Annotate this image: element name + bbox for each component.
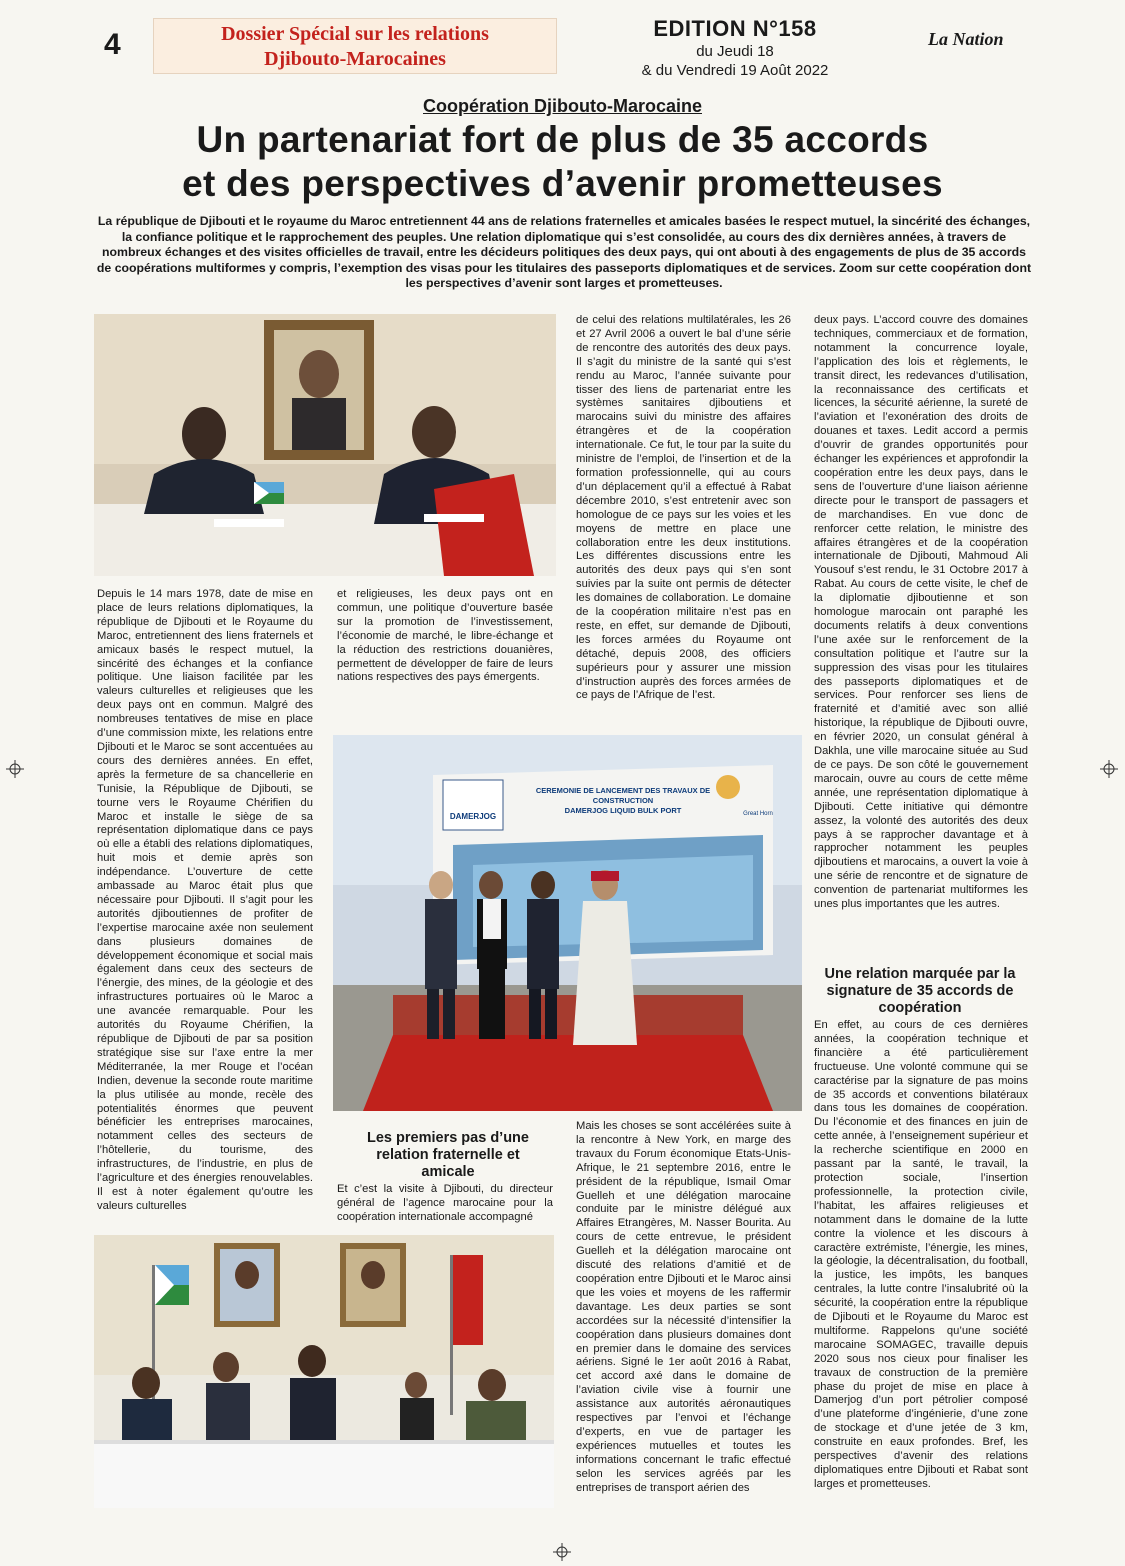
column-1-text: Depuis le 14 mars 1978, date de mise en place de leurs relations diplomatiques, la république de Djibouti et le Royaume du Maroc, entretiennent des liens fraternels et amicaux basés le respect mutuel, la sincérité des échanges et la confiance politique. Une liaison facilitée par les valeurs culturelles et religieuses que les deux pays ont en commun. Malgré des nombreuses tentatives de mise en place d’une commission mixte, les relations entre Djibouti et le Maroc se sont accentuées au cours des dernières années. En effet, après la fermeture de sa chancellerie en Tunisie, la République de Djibouti, se tourne vers le Royaume Chérifien du Maroc et installe le siège de sa représentation diplomatique dans ce pays où elle a établi des relations diplomatiques, huit mois et demie après son indépendance. L’ouverture de cette ambassade au Maroc était plus que nécessaire pour Djibouti. Il s’agit pour les autorités djiboutiennes de profiter de l’expertise marocaine axée non seulement dans plusieurs domaines de développement économique et social mais également dans ceux des secteurs de l’énergie, des mines, de la géologie et des infrastructures portuaires où le Maroc a une avancée remarquable. Pour les autorités du Royaume Chérifien, la république de Djibouti de par sa position stratégique sise sur l’axe entre la mer Méditerranée, la mer Rouge et l’océan Indien, devenue la seconde route maritime la plus utilisée au monde, recèle des potentialités énormes que peuvent bénéficier les entreprises marocaines, notamment celles des secteurs de l’hôtellerie, du tourisme, des infrastructures, de l’industrie, en plus de l’agriculture et des énergies renouvelables. Il est à noter également qu’outre les valeurs culturelles: [97, 588, 313, 1212]
newspaper-logo: La Nation: [928, 29, 1004, 49]
headline-line-2: et des perspectives d’avenir prometteuses: [182, 163, 943, 204]
banner-line-2: CONSTRUCTION: [592, 796, 654, 805]
registration-mark-right-icon: [1100, 760, 1118, 778]
column-3-top-text: de celui des relations multilatérales, les 26 et 27 Avril 2006 a ouvert le bal d’une série de rencontre des autorités des deux pays. Il s’agit du ministre de la santé qui s’est rendu au Maroc, l’année suivante pour tisser des liens de partenariat entre les systèmes sanitaires djiboutiens et marocains suivi du ministre des affaires étrangères et de la coopération internationale. Ce fut, le tour par la suite du ministre de l’emploi, de l’insertion et de la formation professionnelle, qui au cours d’un déplacement qu’il a effectué à Rabat décembre 2010, s’est entretenir avec son homologue de ce pays sur les voies et les moyens de mettre en place une collaboration entre les deux institutions. Les différentes discussions entre les autorités des deux pays qui s’en sont suivies par la suite ont permis de détecter les domaines de collaboration. Le domaine de la coopération militaire n’est pas en reste, en effet, sur demande de Djibouti, les forces armées du Royaume ont détaché, depuis 2008, des officiers supérieurs pour y assurer une mission d’instruction auprès des forces armées de ce pays de l’Afrique de l’est.: [576, 314, 791, 702]
port-ceremony-image: [333, 735, 802, 1111]
article-kicker: [0, 96, 1125, 117]
subheading-35-accords: Une relation marquée par la signature de 35 accords de coopération: [824, 966, 1016, 1016]
banner-brand-text: DAMERJOG: [449, 812, 497, 821]
registration-mark-left-icon: [6, 760, 24, 778]
article-headline: [60, 118, 1065, 206]
photo-port-ceremony: [333, 735, 802, 1111]
column-4-top-text: deux pays. L’accord couvre des domaines techniques, commerciaux et de formation, notamment la concurrence loyale, l’application des lois et règlements, le transit direct, les redevances d’utilisation, la reconnaissance des certificats et licences, la sécurité aérienne, la sureté de l’aviation et l’exonération des droits de douanes et taxes. Ledit accord a permis d’ouvrir de grandes opportunités pour échanger les expériences et approfondir la coopération entre les deux pays, dans le sens de l’ouverture d’une liaison aérienne directe pour le transport de passagers et de marchandises. En vue donc de renforcer cette relation, le ministre des affaires étrangères et de la coopération internationale de Djibouti, Mahmoud Ali Yousouf s’est rendu, le 31 Octobre 2017 à Rabat. Au cours de cette visite, le chef de la diplomatie djiboutienne et son homologue marocain ont paraphé les documents relatifs à deux conventions l’une axée sur le renforcement de la consultation politique et l’autre sur la suppression des visas pour les titulaires des passeports diplomatiques et de services. Pour renforcer ses liens de fraternité et d’amitié avec son allié historique, la république de Djibouti ouvre, en février 2020, un consulat général à Dakhla, une ville marocaine située au Sud de ce pays. De son côté le gouvernement marocain, ouvre au cours de cette même année, une représentation diplomatique à Djibouti. Cette initiative qui démontre assez, la volonté des autorités des deux pays à se rapprocher davantage et à rapprocher notamment les peuples djiboutiens et marocains, a ouvert la voie à une série de rencontre et de signature de convention de partenariat multiformes les unes plus importantes que les autres.: [814, 314, 1028, 911]
page-number: 4: [104, 28, 121, 61]
date-line-1: du Jeudi 18: [696, 43, 774, 60]
signing-ceremony-image: [94, 314, 556, 576]
kicker-text: Coopération Djibouto-Marocaine: [423, 96, 702, 116]
subheading-first-steps: Les premiers pas d’une relation fraternelle et amicale: [367, 1130, 529, 1180]
article-lead: La république de Djibouti et le royaume du Maroc entretiennent 44 ans de relations fraternelles et amicales basées le respect mutuel, la sincérité des échanges, la confiance politique et le rapprochement des peuples. Une relation diplomatique qui s’est consolidée, au cours des dix dernières années, à travers de nombreux échanges et des visites officielles de travail, entre les décideurs politiques des deux pays, qui ont abouti à des engagements de plus de 35 accords de coopérations multiformes y compris, l’exemption des visas pour les titulaires des passeports diplomatiques et de services. Zoom sur cette coopération dont les perspectives d’avenir sont larges et prometteuses.: [96, 214, 1032, 291]
banner-line-1: CEREMONIE DE LANCEMENT DES TRAVAUX DE: [535, 786, 711, 795]
banner-line-3: DAMERJOG LIQUID BULK PORT: [564, 806, 682, 815]
column-3-bottom-text: Mais les choses se sont accélérées suite à la rencontre à New York, en marge des travaux du Forum économique Etats-Unis-Afrique, le 21 septembre 2016, entre le président de la république, Ismail Omar Guelleh et une délégation marocaine conduite par le ministre délégué aux Affaires Etrangères, M. Nasser Bourita. Au cours de cette entrevue, le président Guelleh et la délégation marocaine ont discuté des relations d’amitié et de coopération entre Djibouti et le Maroc ainsi que les voies et moyens de les raffermir davantage. Les deux parties se sont accordées sur la nécessité d’intensifier la coopération dans plusieurs domaines dont en premier dans le domaine des services aériens. Signé le 1er août 2016 à Rabat, cet accord axé dans le domaine de l’aviation civile vise à fournir une assistance aux autorités aéronautiques respectives par l’envoi et l’échange d’experts, en vue de partager les expériences mutuelles et toutes les informations concernant le trafic effectué selon les services agréés par les entreprises de transport aérien des: [576, 1120, 791, 1494]
registration-mark-bottom-icon: [553, 1543, 571, 1561]
dossier-line-2: Djibouto-Marocaines: [264, 48, 446, 70]
meeting-image: [94, 1235, 554, 1508]
edition-block: [600, 16, 870, 80]
photo-meeting: [94, 1235, 554, 1508]
dossier-banner: [153, 18, 557, 74]
photo-signing-ceremony: [94, 314, 556, 576]
dossier-line-1: Dossier Spécial sur les relations: [221, 23, 489, 45]
date-line-2: & du Vendredi 19 Août 2022: [641, 62, 829, 79]
banner-brand-2-text: Great Horn: [743, 811, 773, 817]
headline-line-1: Un partenariat fort de plus de 35 accords: [196, 119, 929, 160]
edition-number: EDITION N°158: [653, 16, 817, 41]
column-4-bottom-text: En effet, au cours de ces dernières années, la coopération technique et financière a été particulièrement fructueuse. Une volonté commune qui se caractérise par la signature de pas moins de 35 accords et conventions bilatéraux dans tous les domaines de coopération. Du l’économie et des finances en juin de cette année, à l’enseignement supérieur et la recherche scientifique en 2000 en passant par la santé, le travail, la protection sociale, l’insertion professionnelle, la protection civile, l’habitat, les affaires religieuses et notamment dans le domaine de la lutte contre la violence et les discours à caractère extrémiste, l’énergie, les mines, la géologie, la décentralisation, du football, la justice, les impôts, les banques centrales, la lutte contre l’insalubrité où la sécurité, la coopération entre la république de Djibouti et le Royaume du Maroc est multiforme. Rappelons qu’une société marocaine SOMAGEC, travaille depuis 2020 sous nos cieux pour finaliser les travaux de construction de la première phase du projet de mise en place à Damerjog d’un port pétrolier composé d’une plateforme d’ingénierie, d’une zone de stockage et d’une jetée de 3 km, construite en eaux profondes. Bref, les perspectives d’avenir des relations diplomatiques entre Djibouti et Rabat sont larges et prometteuses.: [814, 1019, 1028, 1490]
column-2-bottom-text: Et c’est la visite à Djibouti, du directeur général de l’agence marocaine pour la coopération internationale accompagné: [337, 1183, 553, 1223]
column-2-top-text: et religieuses, les deux pays ont en commun, une politique d’ouverture basée sur la promotion de l’investissement, l’économie de marché, le libre-échange et la réduction des restrictions douanières, permettent de développer de faire de leurs nations respectives des pays émergents.: [337, 588, 553, 684]
